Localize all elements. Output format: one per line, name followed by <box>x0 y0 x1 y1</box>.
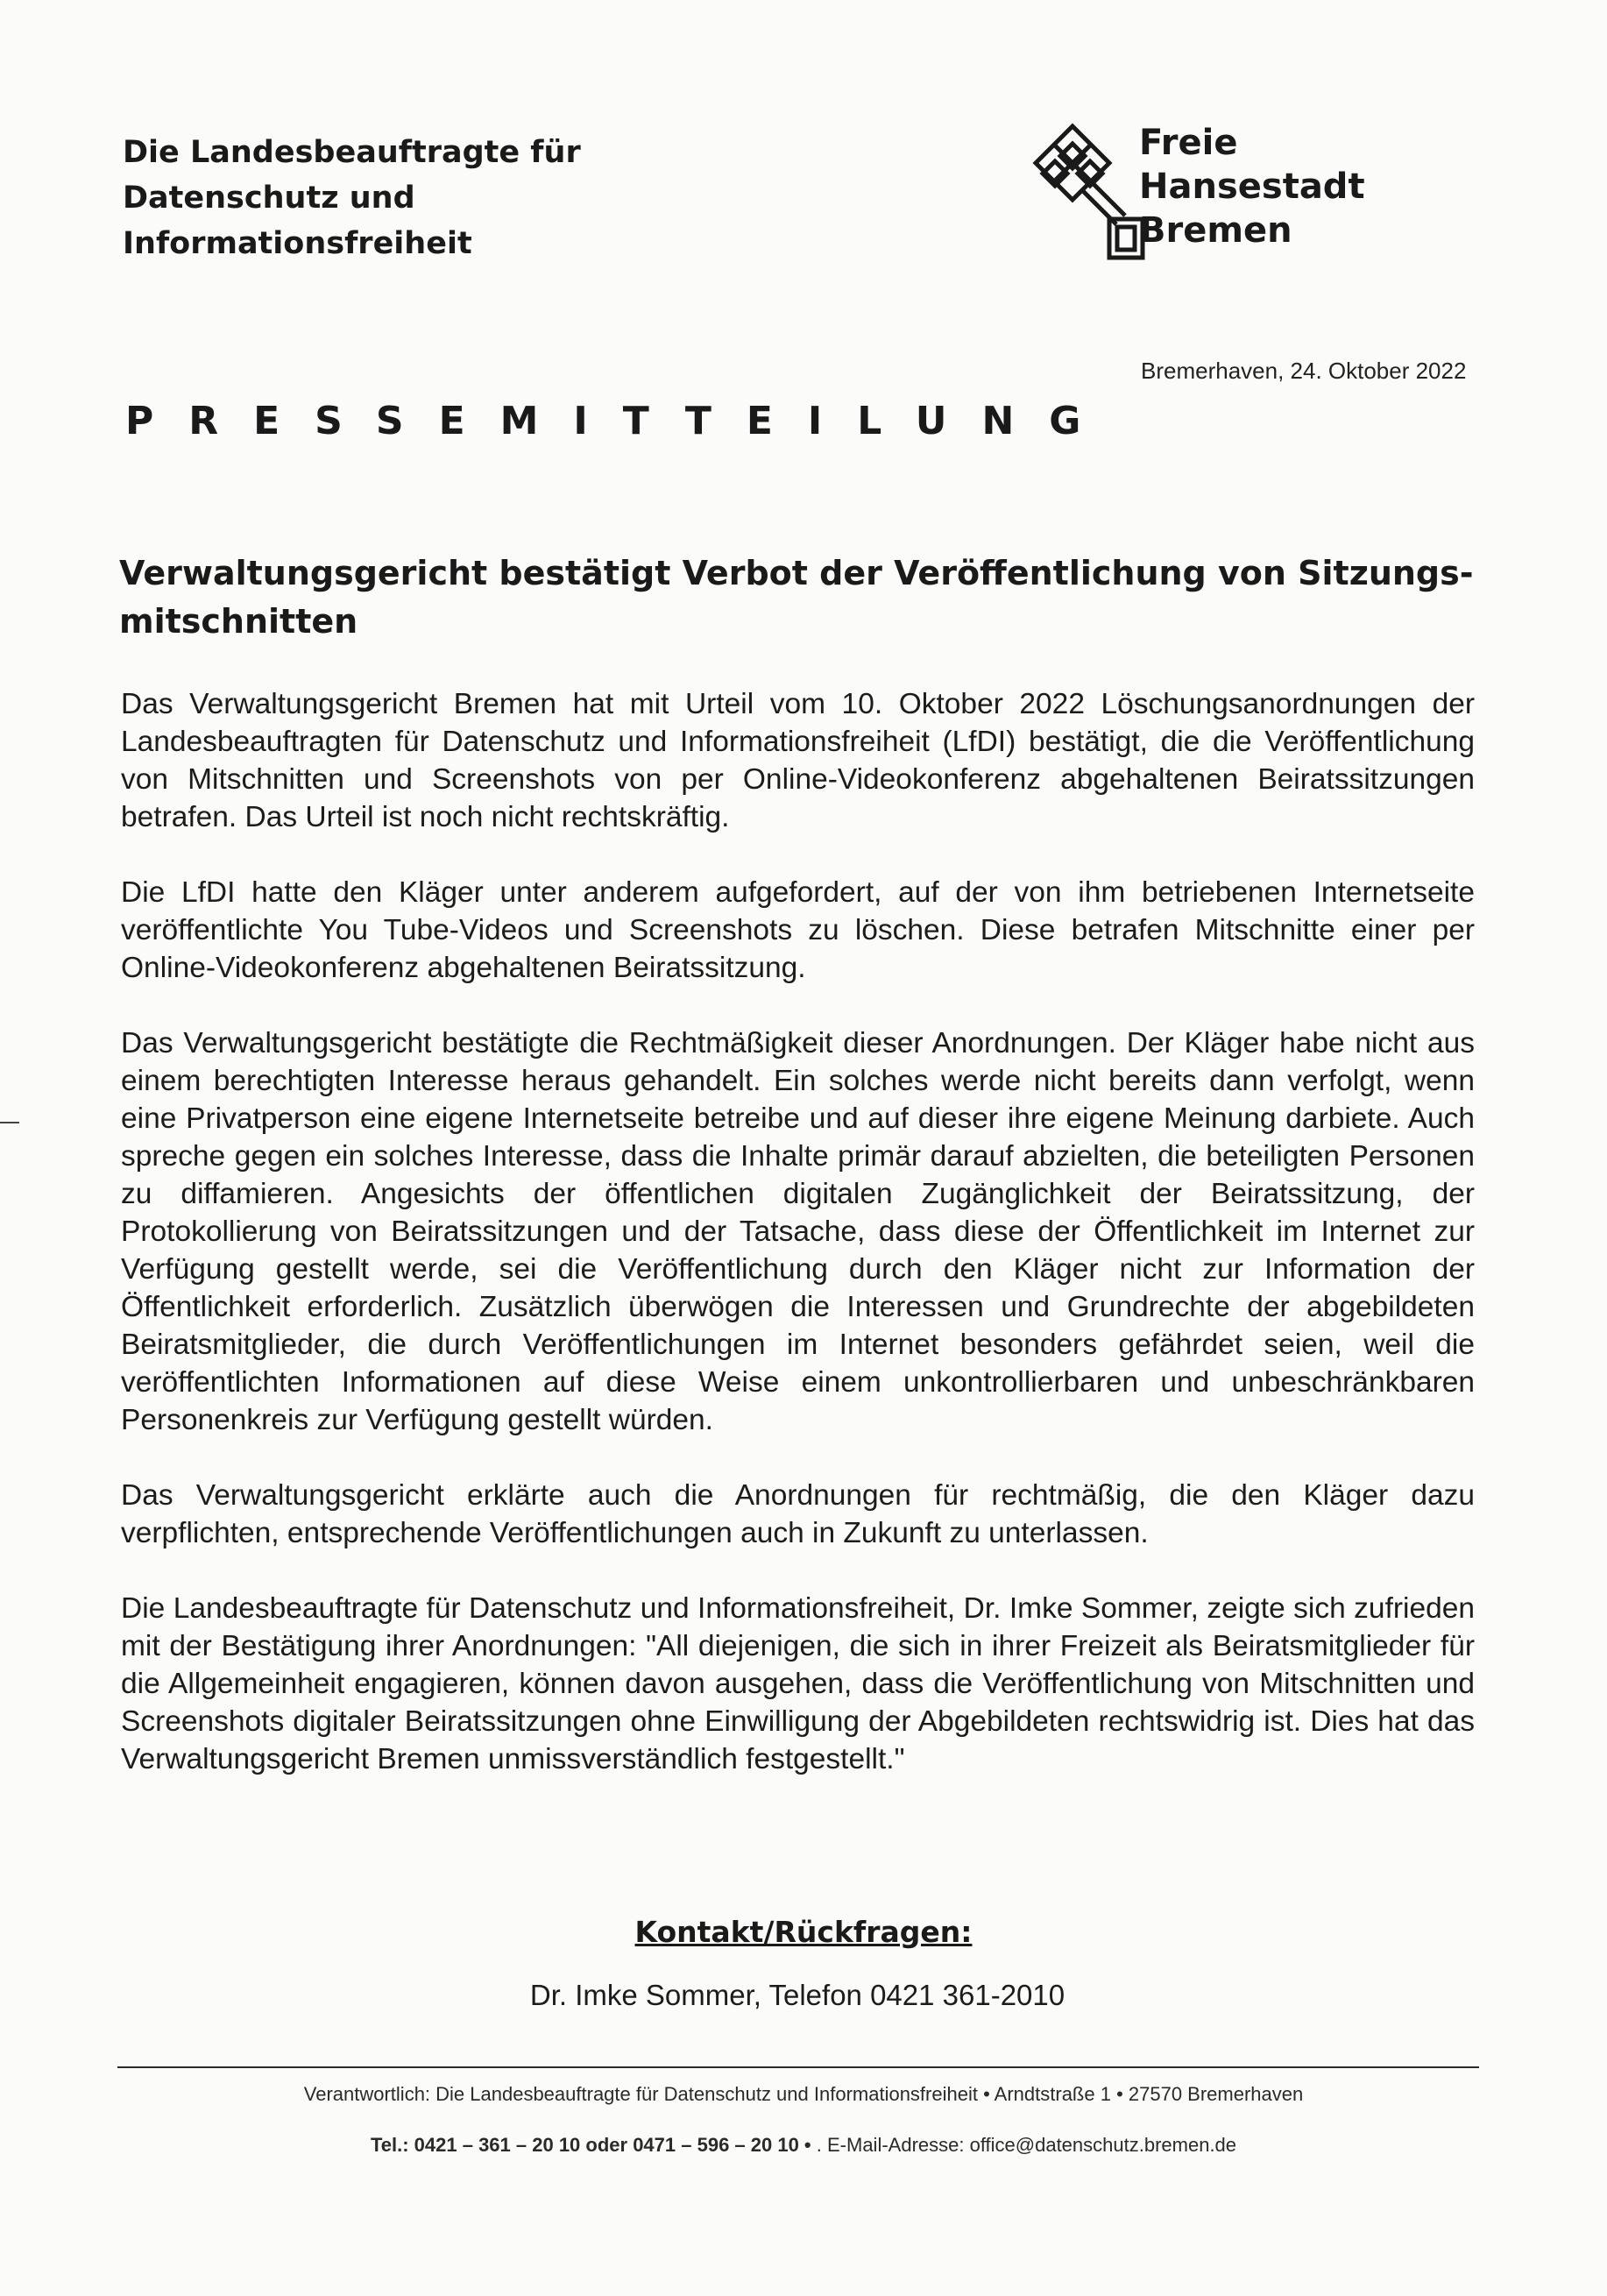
footer-divider <box>117 2066 1479 2068</box>
sender-block <box>123 130 581 266</box>
logo-line-1: Freie <box>1139 123 1238 163</box>
paragraph-2: Die LfDI hatte den Kläger unter anderem aufgefordert, auf der von ihm betriebenen Internetseite veröffentlichte You Tube-Videos und Screenshots zu löschen. Diese betrafen Mitschnitte einer per Online-Videokonferenz abgehaltenen Beiratssitzung. <box>121 876 1475 984</box>
logo-wordmark <box>1139 121 1365 252</box>
sender-line-2: Datenschutz und <box>123 181 415 216</box>
paragraph-3: Das Verwaltungsgericht bestätigte die Rechtmäßigkeit dieser Anordnungen. Der Kläger habe nicht aus einem berechtigten Interesse heraus gehandelt. Ein solches werde nicht bereits dann verfolgt, wenn eine Privatperson eine eigene Internetseite betreibe und auf dieser ihre eigene Meinung darbiete. Auch spreche gegen ein solches Interesse, dass die Inhalte primär darauf abzielten, die beteiligten Personen zu diffamieren. Angesichts der öffentlichen digitalen Zugänglichkeit der Beiratssitzung, der Protokollierung von Beiratssitzungen und der Tatsache, dass diese der Öffentlichkeit im Internet zur Verfügung gestellt werde, sei die Veröffentlichung durch den Kläger nicht zur Information der Öffentlichkeit erforderlich. Zusätzlich überwögen die Interessen und Grundrechte der abgebildeten Beiratsmitglieder, die durch Veröffentlichungen im Internet besonders gefährdet seien, weil die veröffentlichten Informationen auf diese Weise einem unkontrollierbaren und unbeschränkbaren Personenkreis zur Verfügung gestellt würden. <box>121 1027 1475 1436</box>
bremen-key-icon <box>1032 123 1146 263</box>
paragraph-5: Die Landesbeauftragte für Datenschutz und Informationsfreiheit, Dr. Imke Sommer, zeigte sich zufrieden mit der Bestätigung ihrer Anordnungen: "All diejenigen, die sich in ihrer Freizeit als Beiratsmitglieder für die Allgemeinheit engagieren, können davon ausgehen, dass die Veröffentlichung von Mitschnitten und Screenshots digitaler Beiratssitzungen ohne Einwilligung der Abgebildeten rechtswidrig ist. Dies hat das Verwaltungsgericht Bremen unmissverständlich festgestellt." <box>121 1592 1475 1775</box>
paragraph-4: Das Verwaltungsgericht erklärte auch die Anordnungen für rechtmäßig, die den Kläger dazu verpflichten, entsprechende Veröffentlichungen auch in Zukunft zu unterlassen. <box>121 1479 1475 1549</box>
footer-contact <box>0 2134 1607 2157</box>
logo-line-3: Bremen <box>1139 210 1292 251</box>
scan-margin-mark <box>0 1122 19 1123</box>
body-text <box>121 685 1475 1816</box>
date-line: Bremerhaven, 24. Oktober 2022 <box>1141 358 1467 384</box>
footer-responsible: Verantwortlich: Die Landesbeauftragte für Datenschutz und Informationsfreiheit • Arndtstraße 1 • 27570 Bremerhaven <box>303 2083 1304 2105</box>
contact-line: Dr. Imke Sommer, Telefon 0421 361-2010 <box>529 1979 1065 2011</box>
contact-heading: Kontakt/Rückfragen: <box>634 1915 973 1949</box>
sender-line-1: Die Landesbeauftragte für <box>123 135 581 170</box>
sender-line-3: Informationsfreiheit <box>123 226 472 261</box>
document-type-title: PRESSEMITTEILUNG <box>125 399 1116 443</box>
logo-line-2: Hansestadt <box>1139 167 1365 207</box>
footer-email: . E-Mail-Adresse: office@datenschutz.bremen.de <box>816 2134 1237 2156</box>
footer-phone: Tel.: 0421 – 361 – 20 10 oder 0471 – 596 – 20 10 • <box>370 2134 811 2156</box>
headline: Verwaltungsgericht bestätigt Verbot der Veröffentlichung von Sitzungs-mitschnitten <box>119 554 1474 641</box>
paragraph-1: Das Verwaltungsgericht Bremen hat mit Urteil vom 10. Oktober 2022 Löschungsanordnungen der Landesbeauftragten für Datenschutz und Informationsfreiheit (LfDI) bestätigt, die die Veröffentlichung von Mitschnitten und Screenshots von per Online-Videokonferenz abgehaltenen Beiratssitzungen betrafen. Das Urteil ist noch nicht rechtskräftig. <box>121 688 1475 833</box>
